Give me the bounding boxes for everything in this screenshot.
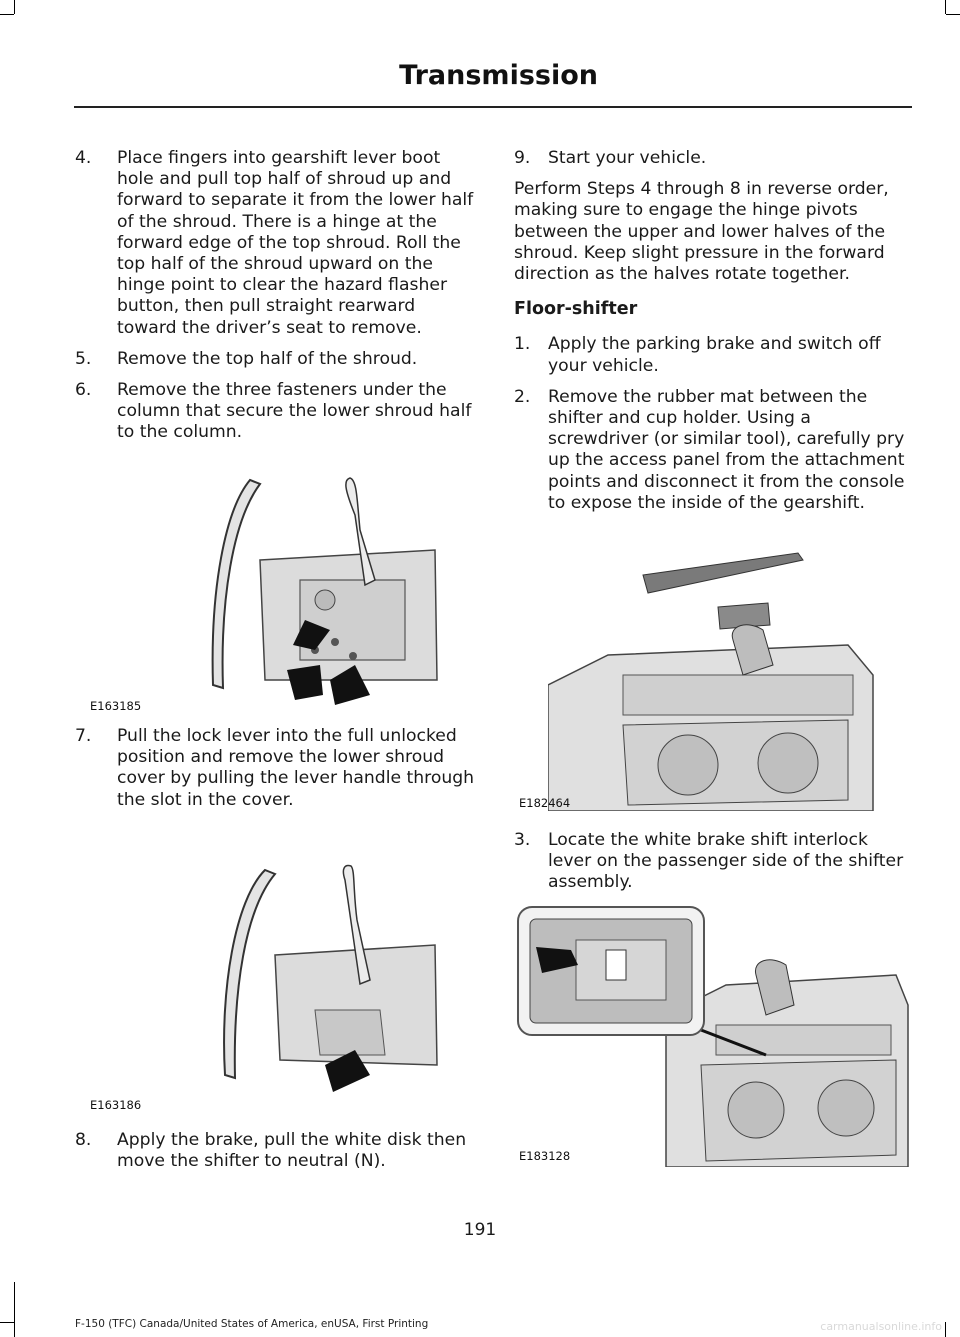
steering-column-figure-fasteners bbox=[205, 470, 445, 720]
steering-column-figure-lock-lever bbox=[205, 860, 445, 1110]
paragraph-reverse-order: Perform Steps 4 through 8 in reverse order, making sure to engage the hinge pivots between the upper and lower halves of the shroud. Keep slight pressure in the forward direction as the halves rotate together. bbox=[514, 179, 889, 285]
crop-mark bbox=[14, 0, 15, 14]
floor-step-1 bbox=[514, 334, 908, 376]
crop-mark bbox=[945, 0, 946, 14]
floor-step-3 bbox=[514, 830, 908, 894]
left-column-step-7 bbox=[75, 726, 477, 821]
crop-mark bbox=[14, 1282, 15, 1337]
figure-label: E163185 bbox=[90, 699, 142, 713]
step-text: Remove the rubber mat between the shifter and cup holder. Using a screwdriver (or similar tool), carefully pry up the access panel from the attachment points and disconnect it from the console to expose the inside of the gearshift. bbox=[548, 386, 905, 513]
step-text: Remove the top half of the shroud. bbox=[117, 348, 418, 369]
step-number: 1. bbox=[514, 334, 531, 355]
interlock-lever-figure bbox=[516, 905, 910, 1167]
subheading-floor-shifter: Floor-shifter bbox=[514, 299, 638, 320]
left-column bbox=[75, 148, 477, 454]
crop-mark bbox=[945, 1322, 946, 1337]
figure-label: E183128 bbox=[519, 1149, 571, 1163]
figure-label: E182464 bbox=[519, 796, 571, 810]
step-number: 8. bbox=[75, 1130, 92, 1150]
left-column-step-8 bbox=[75, 1130, 477, 1182]
crop-mark bbox=[0, 1322, 14, 1323]
step-number: 5. bbox=[75, 348, 92, 369]
step-text: Apply the parking brake and switch off your vehicle. bbox=[548, 334, 881, 376]
crop-mark bbox=[946, 14, 960, 15]
step-text: Locate the white brake shift interlock lever on the passenger side of the shifter assembly. bbox=[548, 830, 904, 893]
page-title: Transmission bbox=[399, 60, 598, 91]
step-6 bbox=[75, 380, 477, 444]
footer-edition: F-150 (TFC) Canada/United States of America, enUSA, First Printing bbox=[75, 1318, 429, 1330]
step-text: Remove the three fasteners under the column that secure the lower shroud half to the column. bbox=[117, 380, 472, 443]
step-number: 6. bbox=[75, 380, 92, 401]
step-9 bbox=[514, 148, 908, 169]
step-number: 9. bbox=[514, 148, 531, 168]
step-number: 7. bbox=[75, 726, 92, 746]
figure-label: E163186 bbox=[90, 1098, 142, 1112]
step-text: Pull the lock lever into the full unlocked position and remove the lower shroud cover by pulling the lever handle through the slot in the cover. bbox=[117, 726, 475, 810]
step-4 bbox=[75, 148, 477, 339]
crop-mark bbox=[0, 14, 14, 15]
floor-step-2 bbox=[514, 387, 908, 514]
step-number: 2. bbox=[514, 386, 531, 407]
step-number: 4. bbox=[75, 148, 92, 168]
right-column-step-3 bbox=[514, 830, 908, 904]
step-8 bbox=[75, 1130, 477, 1172]
step-text: Apply the brake, pull the white disk then move the shifter to neutral (N). bbox=[117, 1130, 467, 1172]
right-column bbox=[514, 148, 908, 524]
step-number: 3. bbox=[514, 830, 531, 850]
page-number: 191 bbox=[463, 1220, 497, 1240]
step-5 bbox=[75, 349, 477, 370]
header-rule bbox=[74, 106, 912, 108]
step-text: Start your vehicle. bbox=[548, 148, 707, 168]
console-access-panel-figure bbox=[548, 545, 878, 811]
step-text: Place fingers into gearshift lever boot hole and pull top half of shroud up and forward to separate it from the lower half of the shroud. There is a hinge at the forward edge of the top shroud. Roll the top half of the shroud upward on the hinge point to clear the hazard flasher button, then pull straight rearward toward the driver’s seat to remove. bbox=[117, 148, 474, 338]
watermark: carmanualsonline.info bbox=[820, 1320, 942, 1333]
step-7 bbox=[75, 726, 477, 811]
